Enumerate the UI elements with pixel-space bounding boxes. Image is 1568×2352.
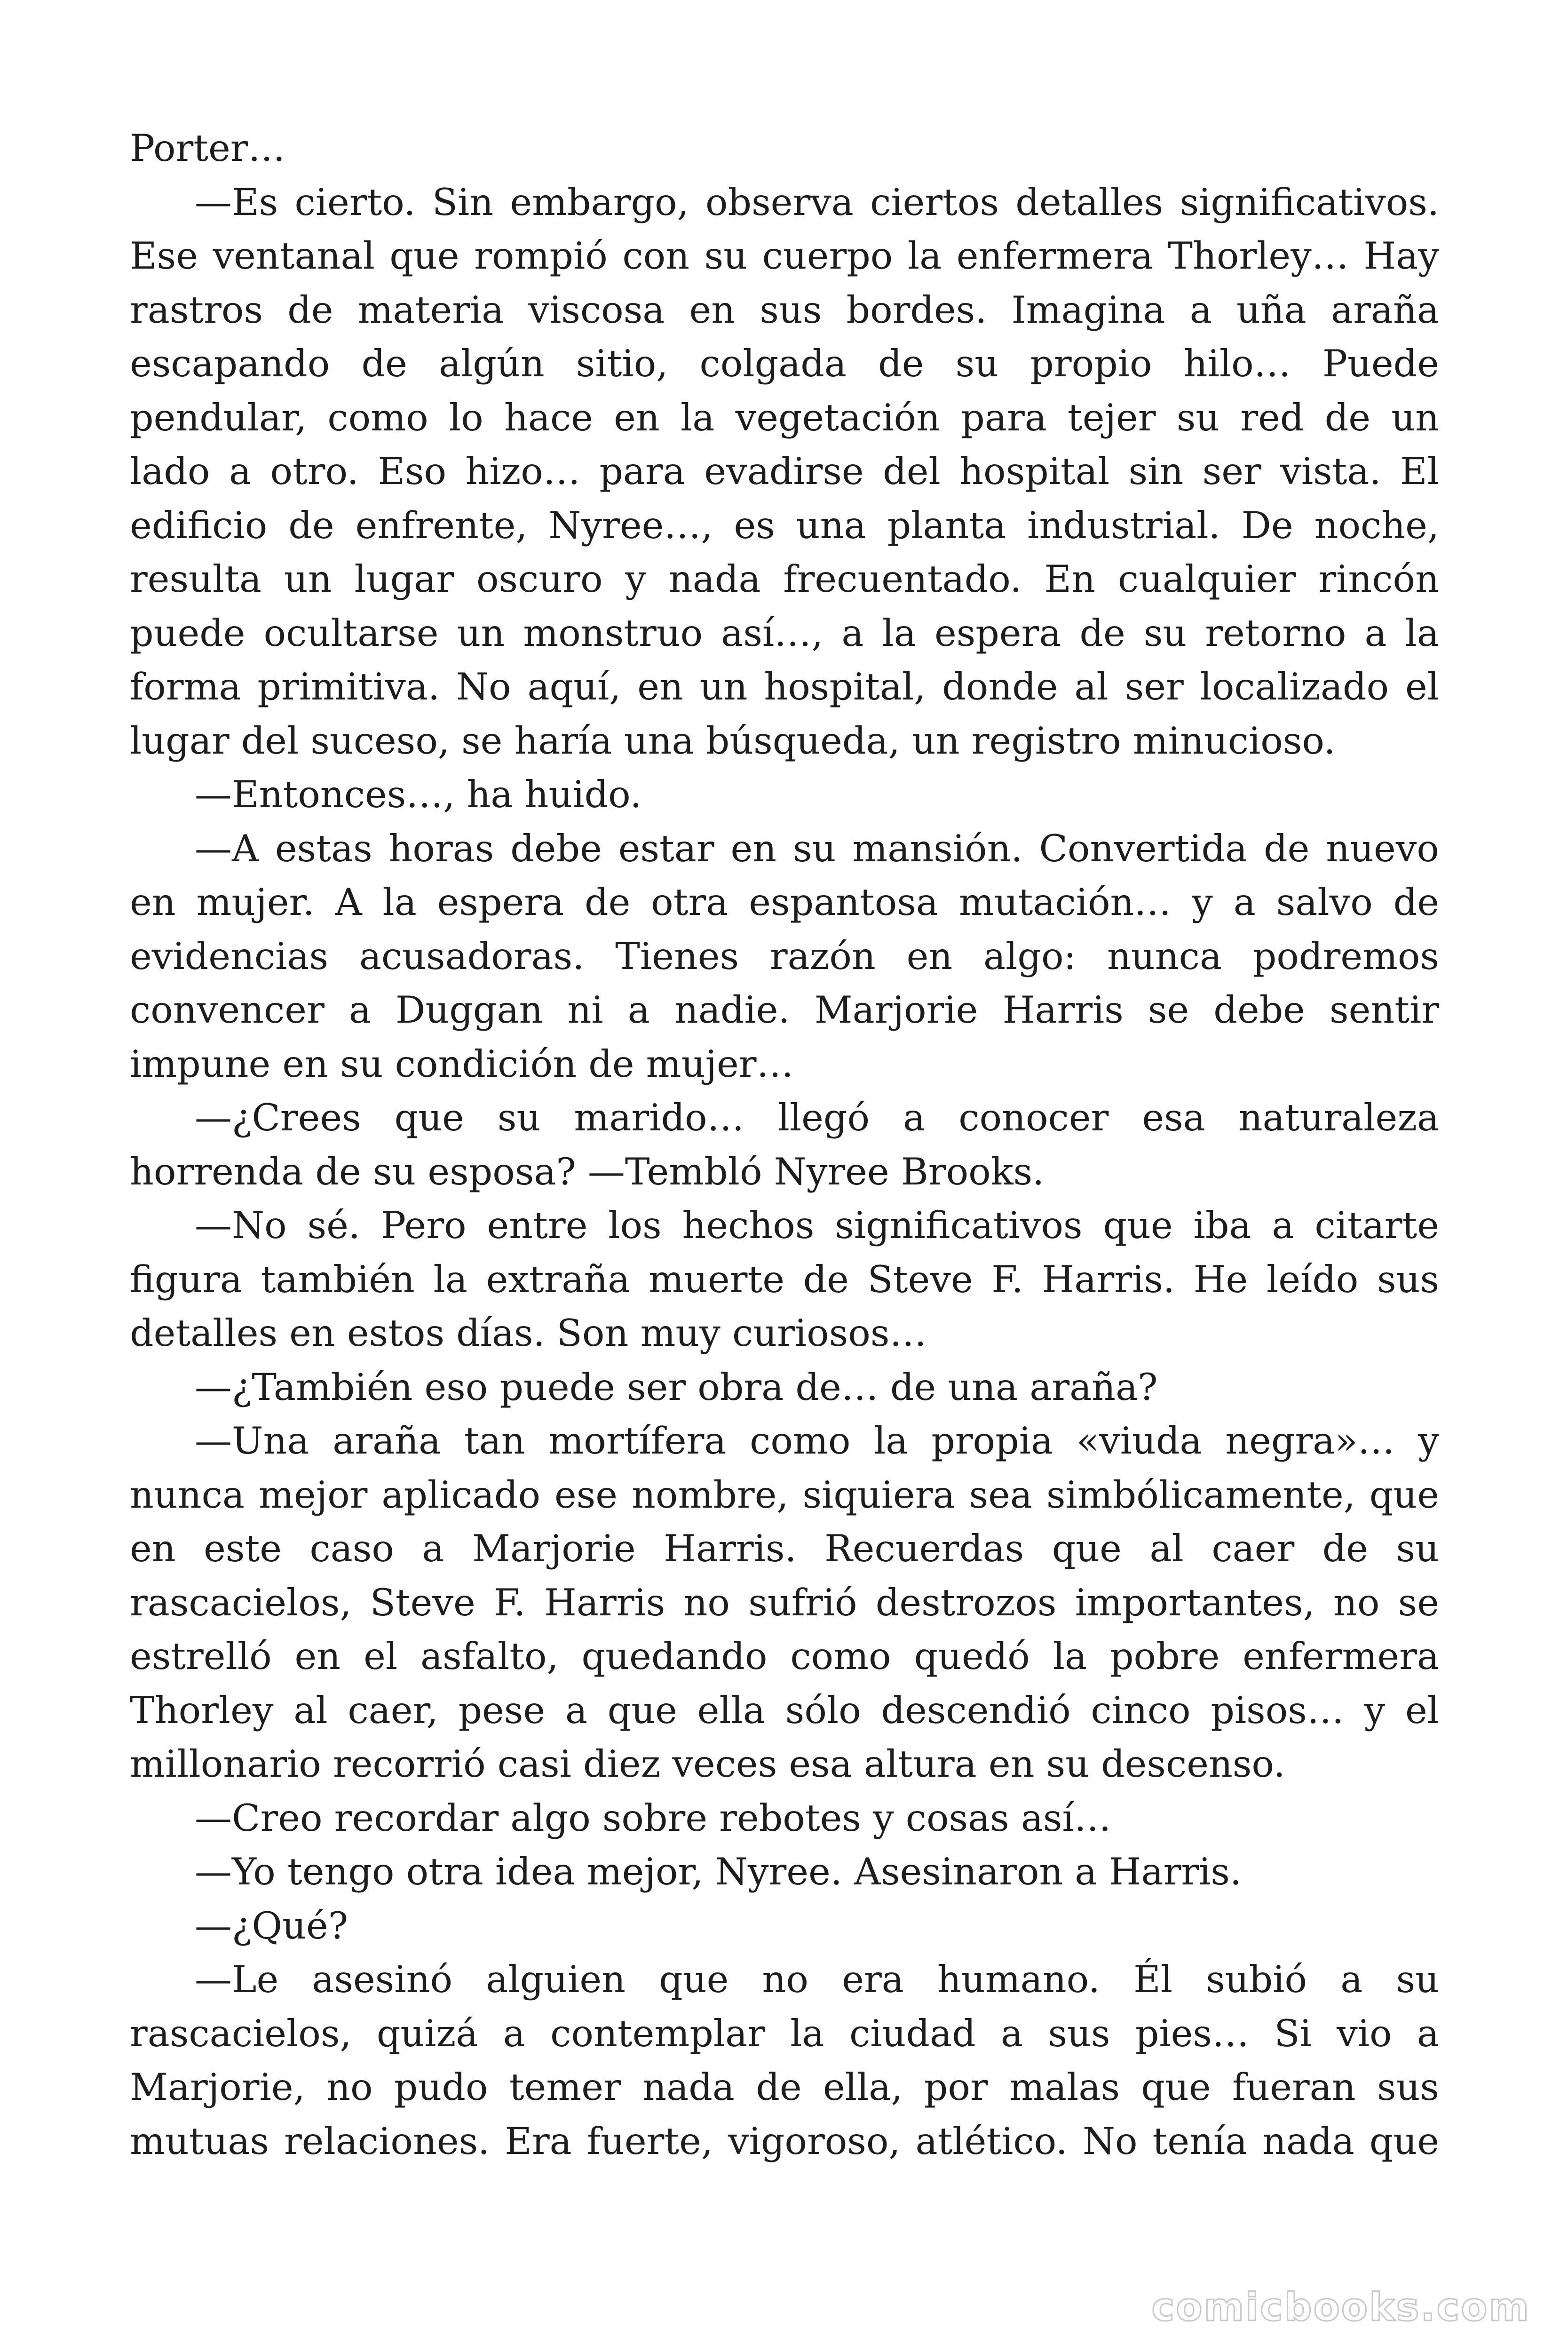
- text-line: figura también la extraña muerte de Steve F. Harris. He leído sus: [130, 1257, 1439, 1301]
- text-line: —Yo tengo otra idea mejor, Nyree. Asesinaron a Harris.: [195, 1850, 1242, 1893]
- text-line: rastros de materia viscosa en sus bordes. Imagina a uña araña: [130, 288, 1439, 332]
- text-line: —Es cierto. Sin embargo, observa ciertos detalles significativos.: [195, 180, 1439, 224]
- text-line: horrenda de su esposa? —Tembló Nyree Brooks.: [130, 1150, 1045, 1193]
- text-line: nunca mejor aplicado ese nombre, siquiera sea simbólicamente, que: [130, 1473, 1439, 1517]
- text-line: en este caso a Marjorie Harris. Recuerdas que al caer de su: [130, 1527, 1439, 1570]
- page-text: [130, 121, 1439, 2168]
- text-line: mutuas relaciones. Era fuerte, vigoroso, atlético. No tenía nada que: [130, 2119, 1439, 2163]
- text-line: detalles en estos días. Son muy curiosos…: [130, 1311, 927, 1355]
- text-line: —¿También eso puede ser obra de… de una araña?: [195, 1365, 1158, 1409]
- text-line: lado a otro. Eso hizo… para evadirse del hospital sin ser vista. El: [130, 450, 1439, 493]
- text-line: resulta un lugar oscuro y nada frecuentado. En cualquier rincón: [130, 557, 1439, 601]
- text-line: forma primitiva. No aquí, en un hospital, donde al ser localizado el: [130, 665, 1439, 708]
- watermark-logo: comicbooks.com: [1151, 2285, 1530, 2330]
- text-line: en mujer. A la espera de otra espantosa mutación… y a salvo de: [130, 881, 1439, 924]
- text-line: —Una araña tan mortífera como la propia «viuda negra»… y: [195, 1419, 1439, 1462]
- text-line: Ese ventanal que rompió con su cuerpo la enfermera Thorley… Hay: [130, 234, 1439, 278]
- text-line: estrelló en el asfalto, quedando como quedó la pobre enfermera: [130, 1635, 1439, 1678]
- text-line: convencer a Duggan ni a nadie. Marjorie Harris se debe sentir: [130, 988, 1439, 1032]
- text-line: evidencias acusadoras. Tienes razón en algo: nunca podremos: [130, 934, 1439, 978]
- text-line: Thorley al caer, pese a que ella sólo descendió cinco pisos… y el: [130, 1688, 1439, 1732]
- text-line: rascacielos, Steve F. Harris no sufrió destrozos importantes, no se: [130, 1581, 1439, 1624]
- text-line: —No sé. Pero entre los hechos significativos que iba a citarte: [195, 1204, 1439, 1247]
- text-line: lugar del suceso, se haría una búsqueda, un registro minucioso.: [130, 719, 1336, 763]
- text-line: —Creo recordar algo sobre rebotes y cosas así…: [195, 1796, 1111, 1840]
- text-line: puede ocultarse un monstruo así…, a la espera de su retorno a la: [130, 611, 1439, 655]
- text-line: millonario recorrió casi diez veces esa altura en su descenso.: [130, 1742, 1285, 1786]
- text-line: —¿Crees que su marido… llegó a conocer esa naturaleza: [195, 1096, 1439, 1139]
- text-line: —Le asesinó alguien que no era humano. Él subió a su: [195, 1958, 1439, 2001]
- text-line: pendular, como lo hace en la vegetación para tejer su red de un: [130, 396, 1439, 439]
- text-line: impune en su condición de mujer…: [130, 1042, 794, 1086]
- text-line: —Entonces…, ha huido.: [195, 773, 642, 816]
- text-line: edificio de enfrente, Nyree…, es una planta industrial. De noche,: [130, 503, 1439, 547]
- text-line: —¿Qué?: [195, 1904, 348, 1947]
- text-line: Porter…: [130, 127, 285, 170]
- text-line: —A estas horas debe estar en su mansión. Convertida de nuevo: [195, 826, 1439, 870]
- text-line: escapando de algún sitio, colgada de su propio hilo… Puede: [130, 342, 1439, 385]
- text-line: Marjorie, no pudo temer nada de ella, por malas que fueran sus: [130, 2066, 1439, 2109]
- text-line: rascacielos, quizá a contemplar la ciudad a sus pies… Si vio a: [130, 2011, 1439, 2055]
